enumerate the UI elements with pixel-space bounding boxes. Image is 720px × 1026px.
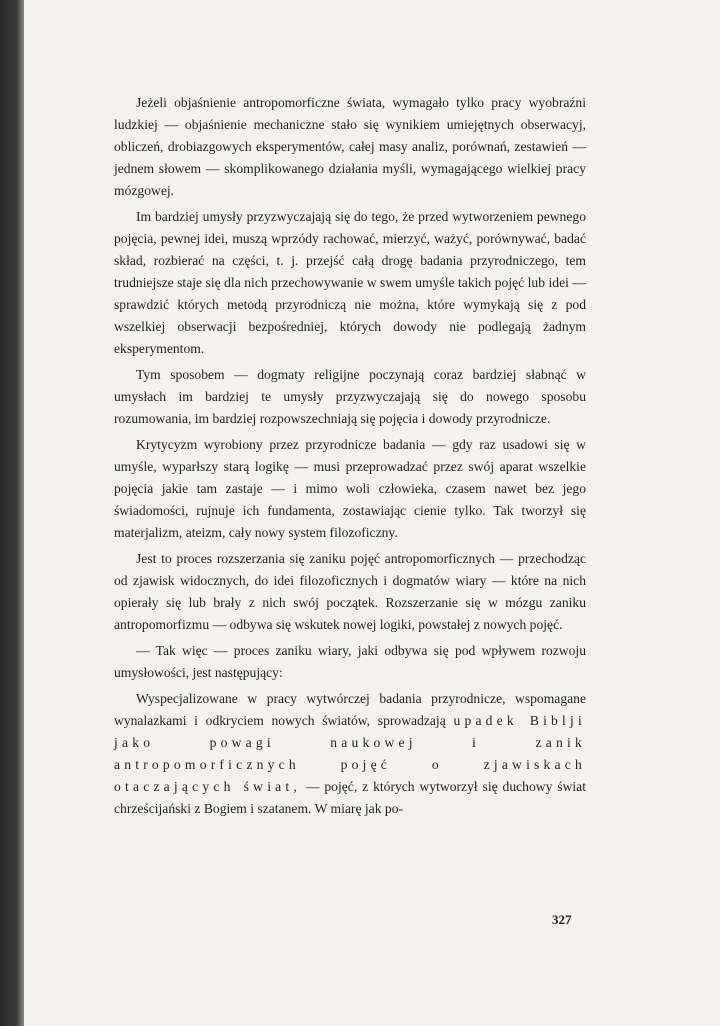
paragraph-7-tail: — pojęć, z których wytworzył się duchowy świat chrześcijański z Bogiem i szatanem. W miarę jak po- — [114, 779, 586, 816]
paragraph-7 — [114, 688, 586, 820]
page-body — [114, 92, 586, 824]
paragraph-3: Tym sposobem — dogmaty religijne poczynają coraz bardziej słabnąć w umysłach im bardziej te umysły przyzwyczajają się do nowego sposobu rozumowania, im bardziej rozpowszechniają się pojęcia i dowody przyrodnicze. — [114, 367, 586, 426]
paragraph-7-spaced: upadek Biblji jako powagi naukowej i zanik antropomorficznych pojęć o zjawiskach otaczających świat, — [114, 713, 586, 794]
paragraph-2: Im bardziej umysły przyzwyczajają się do tego, że przed wytworzeniem pewnego pojęcia, pewnej idei, muszą wprzódy rachować, mierzyć, ważyć, porównywać, badać skład, rozbierać na części, t. j. przejść całą drogę badania przyrodniczego, tem trudniejsze staje się dla nich przechowywanie w swem umyśle takich pojęć lub idei — sprawdzić których metodą przyrodniczą nie można, które wymykają się z pod wszelkiej obserwacji bezpośredniej, których dowody nie podlegają żadnym eksperymentom. — [114, 209, 586, 356]
paragraph-7-lead: Wyspecjalizowane w pracy wytwórczej badania przyrodnicze, wspomagane wynalazkami i odkryciem nowych światów, sprowadzają — [114, 691, 586, 728]
paragraph-6: — Tak więc — proces zaniku wiary, jaki odbywa się pod wpływem rozwoju umysłowości, jest następujący: — [114, 643, 586, 680]
paragraph-5: Jest to proces rozszerzania się zaniku pojęć antropomorficznych — przechodząc od zjawisk widocznych, do idei filozoficznych i dogmatów wiary — które na nich opierały się lub brały z nich swój początek. Rozszerzanie się w mózgu zaniku antropomorfizmu — odbywa się wskutek nowej logiki, powstałej z nowych pojęć. — [114, 551, 586, 632]
paragraph-1: Jeżeli objaśnienie antropomorficzne świata, wymagało tylko pracy wyobraźni ludzkiej — objaśnienie mechaniczne stało się wynikiem umiejętnych obserwacyj, obliczeń, drobiazgowych eksperymentów, całej masy analiz, porównań, zestawień — jednem słowem — skomplikowanego działania myśli, wymagającego wielkiej pracy mózgowej. — [114, 95, 586, 198]
page-number: 327 — [552, 912, 572, 927]
paragraph-4: Krytycyzm wyrobiony przez przyrodnicze badania — gdy raz usadowi się w umyśle, wyparłszy starą logikę — musi przeprowadzać przez swój aparat wszelkie pojęcia jakie tam zastaje — i mimo woli człowieka, czasem nawet bez jego świadomości, rujnuje ich fundamenta, zostawiając cienie tylko. Tak tworzył się materjalizm, ateizm, cały nowy system filozoficzny. — [114, 437, 586, 540]
scan-edge — [0, 0, 24, 1026]
